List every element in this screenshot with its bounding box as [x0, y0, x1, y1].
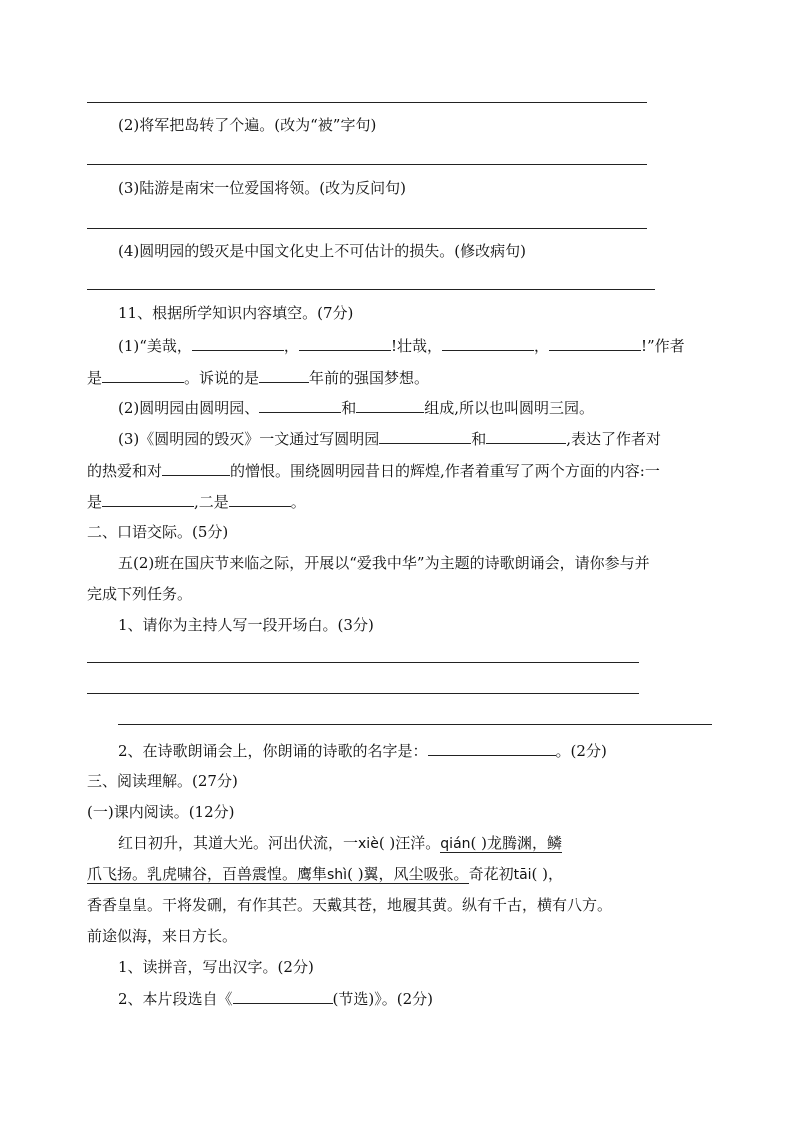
pinyin: shì	[327, 867, 348, 883]
answer-line[interactable]	[87, 289, 655, 290]
q11-line-2	[87, 366, 429, 389]
fill-blank[interactable]	[259, 396, 341, 413]
fill-blank[interactable]	[102, 366, 184, 383]
text: ，	[533, 337, 549, 355]
fill-blank[interactable]	[356, 396, 424, 413]
text: 红日初升，其道大光。河出伏流，一	[118, 834, 359, 852]
passage-line-3: 香香皇皇。干将发硎，有作其芒。天戴其苍，地履其黄。纵有千古，横有八方。	[87, 896, 613, 914]
text: 。	[290, 493, 306, 511]
text: ( )龙腾渊，鳞	[470, 834, 563, 852]
text: 年前的强国梦想。	[309, 369, 430, 387]
q10-item-3: (3)陆游是南宋一位爱国将领。(改为反问句)	[118, 179, 406, 197]
fill-blank[interactable]	[259, 366, 309, 383]
answer-line[interactable]	[87, 228, 647, 229]
section-3-heading: 三、阅读理解。(27分)	[87, 772, 238, 790]
text: ( )，	[531, 865, 564, 883]
text: 组成,所以也叫圆明三园。	[424, 399, 595, 417]
fill-blank[interactable]	[299, 334, 391, 351]
q11-line-3	[118, 396, 594, 419]
fill-blank[interactable]	[486, 427, 566, 444]
q10-item-4: (4)圆明园的毁灭是中国文化史上不可估计的损失。(修改病句)	[118, 242, 526, 260]
q11-title: 11、根据所学知识内容填空。(7分)	[118, 304, 354, 322]
fill-blank[interactable]	[229, 490, 291, 507]
q11-line-1	[118, 334, 685, 357]
pinyin: xiè	[358, 836, 379, 852]
text: 和	[341, 399, 357, 417]
underlined-text	[440, 834, 562, 853]
text: (3)《圆明园的毁灭》一文通过写圆明园	[118, 430, 380, 448]
answer-line[interactable]	[87, 102, 647, 103]
text: 的热爱和对	[87, 462, 163, 480]
text: 。诉说的是	[184, 369, 260, 387]
pinyin: qián	[440, 836, 471, 852]
text: ，	[283, 337, 299, 355]
section-2-task-2	[118, 739, 607, 762]
fill-blank[interactable]	[442, 334, 534, 351]
text: (2)圆明园由圆明园、	[118, 399, 260, 417]
fill-blank[interactable]	[102, 490, 194, 507]
text: 是	[87, 369, 103, 387]
section-2-intro-1: 五(2)班在国庆节来临之际，开展以“爱我中华”为主题的诗歌朗诵会，请你参与并	[118, 554, 650, 572]
passage-line-2	[87, 863, 563, 886]
text: ,表达了作者对	[566, 430, 662, 448]
text: ( )汪洋。	[378, 834, 441, 852]
passage-line-4: 前途似海，来日方长。	[87, 927, 238, 945]
text: 2、在诗歌朗诵会上，你朗诵的诗歌的名字是：	[118, 742, 428, 760]
q10-item-2: (2)将军把岛转了个遍。(改为“被”字句)	[118, 116, 377, 134]
q11-line-4	[118, 427, 661, 450]
section-2-intro-2: 完成下列任务。	[87, 585, 193, 603]
text: 爪飞扬。乳虎啸谷，百兽震惶。鹰隼	[87, 865, 328, 883]
section-2-task-1: 1、请你为主持人写一段开场白。(3分)	[118, 616, 374, 634]
text: 。(2分)	[555, 742, 607, 760]
text: 和	[471, 430, 487, 448]
reading-question-1: 1、读拼音，写出汉字。(2分)	[118, 958, 314, 976]
passage-line-1	[118, 832, 562, 855]
text: 是	[87, 493, 103, 511]
text: !壮哉，	[390, 337, 442, 355]
answer-line[interactable]	[87, 164, 647, 165]
q11-line-6	[87, 490, 306, 513]
text: (节选)》。(2分)	[332, 990, 433, 1008]
fill-blank[interactable]	[379, 427, 471, 444]
text: !”作者	[640, 337, 685, 355]
text: 的憎恨。围绕圆明园昔日的辉煌,作者着重写了两个方面的内容:一	[230, 462, 660, 480]
text: ,二是	[194, 493, 229, 511]
text: 2、本片段选自《	[118, 990, 233, 1008]
fill-blank[interactable]	[233, 987, 333, 1004]
text: ( )翼，风尘吸张。	[347, 865, 469, 883]
fill-blank[interactable]	[428, 739, 556, 756]
text: (1)“美哉，	[118, 337, 192, 355]
fill-blank[interactable]	[549, 334, 641, 351]
section-3-sub-1: (一)课内阅读。(12分)	[87, 803, 235, 821]
answer-line[interactable]	[118, 724, 712, 725]
fill-blank[interactable]	[192, 334, 284, 351]
fill-blank[interactable]	[162, 459, 230, 476]
pinyin: tāi	[513, 867, 532, 883]
answer-line[interactable]	[87, 662, 639, 663]
reading-question-2	[118, 987, 433, 1010]
answer-line[interactable]	[87, 693, 639, 694]
section-2-heading: 二、口语交际。(5分)	[87, 523, 229, 541]
q11-line-5	[87, 459, 660, 482]
underlined-text	[87, 865, 469, 884]
text: 奇花初	[468, 865, 514, 883]
